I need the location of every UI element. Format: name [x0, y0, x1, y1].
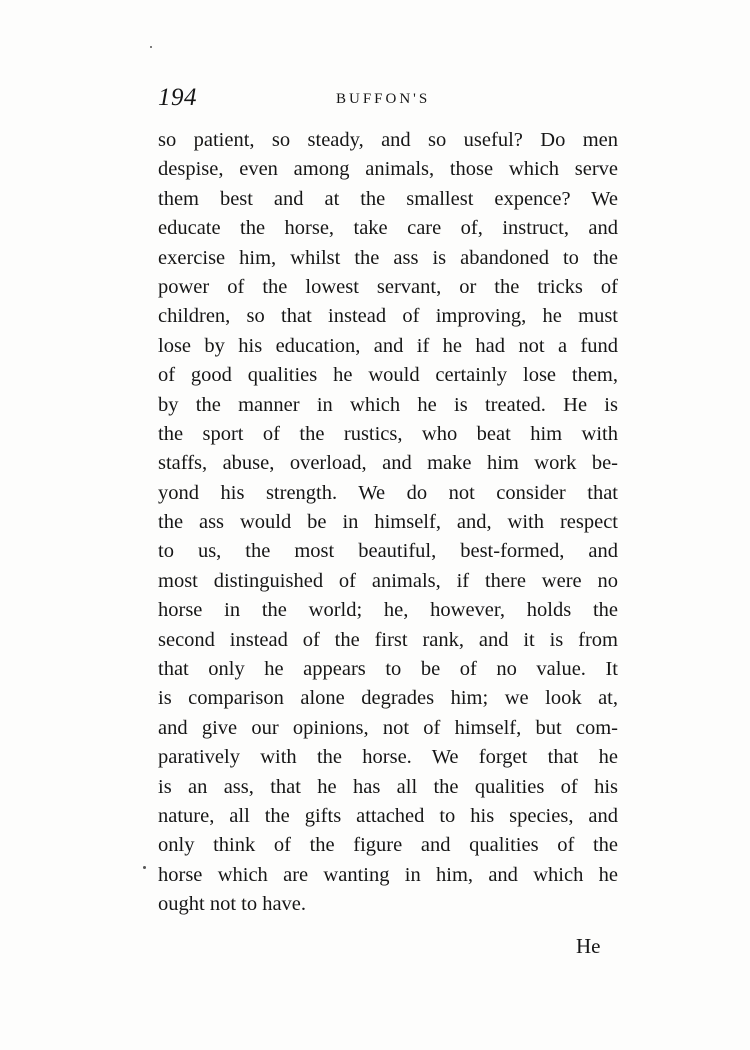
text-line: paratively with the horse. We forget that he [158, 746, 618, 769]
text-line: most distinguished of animals, if there were no [158, 569, 618, 592]
paper-speck [143, 866, 146, 869]
text-line: lose by his education, and if he had not a fund [158, 334, 618, 357]
text-line: is comparison alone degrades him; we look at, [158, 687, 618, 710]
text-line: staffs, abuse, overload, and make him work be- [158, 452, 618, 475]
text-line-last: ought not to have. [158, 893, 307, 916]
text-line: of good qualities he would certainly lose them, [158, 364, 618, 387]
text-line: and give our opinions, not of himself, but com- [158, 716, 618, 739]
text-line: second instead of the first rank, and it is from [158, 628, 618, 651]
text-line: horse in the world; he, however, holds the [158, 599, 618, 622]
text-line: horse which are wanting in him, and which he [158, 863, 618, 886]
text-line: by the manner in which he is treated. He is [158, 393, 618, 416]
body-text [158, 126, 618, 920]
text-line: is an ass, that he has all the qualities of his [158, 775, 618, 798]
text-line: the sport of the rustics, who beat him with [158, 422, 618, 445]
text-line: power of the lowest servant, or the tricks of [158, 275, 618, 298]
text-line: exercise him, whilst the ass is abandoned to the [158, 246, 618, 269]
text-line: educate the horse, take care of, instruct, and [158, 217, 618, 240]
catchword: He [576, 934, 601, 958]
text-line: them best and at the smallest expence? We [158, 187, 618, 210]
text-line: children, so that instead of improving, he must [158, 305, 618, 328]
text-line: that only he appears to be of no value. It [158, 658, 618, 681]
paper-speck [150, 46, 152, 48]
text-line: to us, the most beautiful, best-formed, and [158, 540, 618, 563]
text-line: so patient, so steady, and so useful? Do men [158, 129, 618, 151]
text-line: only think of the figure and qualities of the [158, 834, 618, 857]
text-line: the ass would be in himself, and, with respect [158, 511, 618, 534]
text-line: despise, even among animals, those which serve [158, 158, 618, 181]
page-number: 194 [158, 84, 197, 111]
running-head: BUFFON'S [336, 91, 431, 107]
text-line: nature, all the gifts attached to his species, and [158, 804, 618, 827]
text-line: yond his strength. We do not consider that [158, 481, 618, 504]
